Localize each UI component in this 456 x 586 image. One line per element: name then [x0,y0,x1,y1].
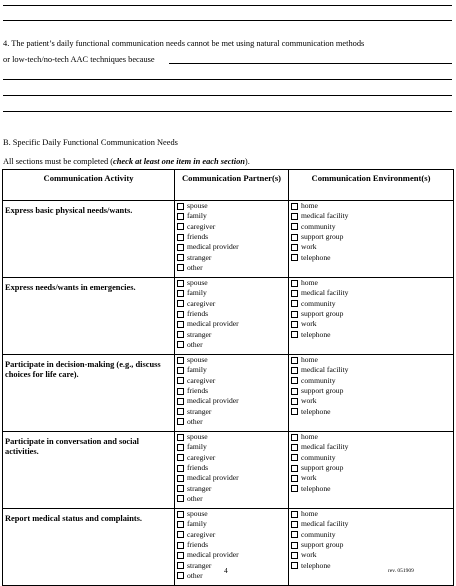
checkbox[interactable] [177,434,184,441]
checkbox[interactable] [291,331,298,338]
partner-option-label: friends [187,232,209,242]
environment-option-label: medical facility [301,288,349,298]
environment-option[interactable] [291,329,453,339]
environment-option-label: telephone [301,406,331,416]
partner-option-label: medical provider [187,319,239,329]
environment-option[interactable] [291,242,453,252]
environment-option-label: telephone [301,483,331,493]
activity-label: Express needs/wants in emergencies. [3,278,175,355]
partner-option-label: caregiver [187,375,216,385]
partner-option[interactable] [177,278,288,288]
partner-option-label: family [187,288,207,298]
table-row [3,509,454,586]
partner-option-label: spouse [187,509,208,519]
environment-option[interactable] [291,406,453,416]
checkbox[interactable] [177,331,184,338]
environment-option-label: work [301,550,317,560]
partner-option-label: spouse [187,355,208,365]
partner-option[interactable] [177,483,288,493]
checkbox[interactable] [177,234,184,241]
environment-option-label: community [301,375,336,385]
partner-option[interactable] [177,550,288,560]
environment-option[interactable] [291,453,453,463]
header-communication-environments: Communication Environment(s) [289,170,454,201]
revision-code: rev. 051909 [388,568,414,574]
environment-option-label: community [301,529,336,539]
environment-option[interactable] [291,365,453,375]
checkbox[interactable] [177,213,184,220]
environment-option[interactable] [291,252,453,262]
checkbox[interactable] [177,531,184,538]
checkbox[interactable] [291,465,298,472]
checkbox[interactable] [291,444,298,451]
partner-option-label: friends [187,463,209,473]
environment-options-cell [289,201,454,278]
environment-option-label: work [301,319,317,329]
checkbox[interactable] [291,223,298,230]
checkbox[interactable] [291,521,298,528]
environment-option[interactable] [291,540,453,550]
environment-option[interactable] [291,396,453,406]
answer-line[interactable] [3,20,452,21]
partner-option-label: caregiver [187,529,216,539]
partner-option[interactable] [177,417,288,427]
partner-option[interactable] [177,442,288,452]
environment-option-label: support group [301,386,344,396]
checkbox[interactable] [291,531,298,538]
partner-option[interactable] [177,386,288,396]
environment-option-label: medical facility [301,442,349,452]
checkbox[interactable] [291,398,298,405]
environment-options-cell [289,509,454,586]
checkbox[interactable] [177,244,184,251]
page-number: 4 [224,566,228,575]
partner-option-label: stranger [187,329,212,339]
communication-needs-table [2,169,454,586]
checkbox[interactable] [177,495,184,502]
checkbox[interactable] [177,521,184,528]
environment-option-label: work [301,396,317,406]
environment-option-label: home [301,201,318,211]
partner-option-label: stranger [187,406,212,416]
environment-option-label: work [301,473,317,483]
checkbox[interactable] [291,213,298,220]
environment-option-label: telephone [301,560,331,570]
checkbox[interactable] [177,341,184,348]
checkbox[interactable] [291,542,298,549]
checkbox[interactable] [291,485,298,492]
checkbox[interactable] [291,408,298,415]
partner-option-label: caregiver [187,452,216,462]
partner-option[interactable] [177,560,288,570]
environment-option-label: medical facility [301,365,349,375]
table-row [3,355,454,432]
environment-option[interactable] [291,288,453,298]
partner-option[interactable] [177,530,288,540]
environment-option[interactable] [291,473,453,483]
checkbox[interactable] [291,321,298,328]
environment-option-label: work [301,242,317,252]
partner-option-label: family [187,519,207,529]
partner-option[interactable] [177,406,288,416]
partner-option[interactable] [177,365,288,375]
environment-option-label: home [301,509,318,519]
partner-option[interactable] [177,201,288,211]
checkbox[interactable] [291,300,298,307]
activity-label: Express basic physical needs/wants. [3,201,175,278]
environment-option-label: community [301,221,336,231]
partner-option[interactable] [177,252,288,262]
environment-option-label: support group [301,540,344,550]
partner-option[interactable] [177,432,288,442]
environment-option-label: community [301,452,336,462]
environment-option-label: medical facility [301,519,349,529]
checkbox[interactable] [291,475,298,482]
environment-options-cell [289,278,454,355]
environment-option[interactable] [291,432,453,442]
table-row [3,278,454,355]
checkbox[interactable] [177,418,184,425]
checkbox[interactable] [291,244,298,251]
checkbox[interactable] [177,465,184,472]
environment-option[interactable] [291,483,453,493]
partner-option[interactable] [177,540,288,550]
partner-option[interactable] [177,519,288,529]
answer-line[interactable] [3,5,452,6]
environment-options-cell [289,355,454,432]
environment-option[interactable] [291,530,453,540]
partner-option-label: family [187,365,207,375]
partner-options-cell [175,278,289,355]
question-4-line-2: or low-tech/no-tech AAC techniques because [3,55,155,64]
checkbox[interactable] [177,552,184,559]
checkbox[interactable] [177,254,184,261]
partner-option-label: family [187,211,207,221]
partner-option-label: stranger [187,483,212,493]
environment-option-label: support group [301,309,344,319]
partner-option-label: friends [187,386,209,396]
partner-option[interactable] [177,453,288,463]
partner-option-label: spouse [187,278,208,288]
environment-option-label: telephone [301,252,331,262]
checkbox[interactable] [291,377,298,384]
checkbox[interactable] [177,562,184,569]
checkbox[interactable] [177,398,184,405]
partner-options-cell [175,432,289,509]
partner-option[interactable] [177,329,288,339]
partner-option-label: other [187,262,203,272]
checkbox[interactable] [291,357,298,364]
answer-line[interactable] [3,79,452,80]
partner-option-label: other [187,570,203,580]
checkbox[interactable] [291,552,298,559]
partner-option[interactable] [177,509,288,519]
environment-option[interactable] [291,222,453,232]
partner-option-label: family [187,442,207,452]
partner-option-label: medical provider [187,396,239,406]
partner-option-label: medical provider [187,473,239,483]
environment-option-label: community [301,298,336,308]
environment-option[interactable] [291,386,453,396]
partner-option[interactable] [177,232,288,242]
checkbox[interactable] [291,367,298,374]
checkbox[interactable] [177,485,184,492]
partner-option-label: other [187,493,203,503]
partner-options-cell [175,201,289,278]
partner-option[interactable] [177,222,288,232]
activity-label: Participate in decision-making (e.g., discuss choices for life care). [3,355,175,432]
environment-option[interactable] [291,299,453,309]
answer-line[interactable] [3,111,452,112]
partner-option-label: spouse [187,432,208,442]
environment-option-label: support group [301,232,344,242]
checkbox[interactable] [291,280,298,287]
environment-option[interactable] [291,309,453,319]
checkbox[interactable] [177,300,184,307]
checkbox[interactable] [177,377,184,384]
checkbox[interactable] [291,203,298,210]
partner-option-label: other [187,416,203,426]
activity-label: Report medical status and complaints. [3,509,175,586]
section-b-title: B. Specific Daily Functional Communication Needs [3,138,178,147]
checkbox[interactable] [291,562,298,569]
checkbox[interactable] [177,475,184,482]
header-communication-activity: Communication Activity [3,170,175,201]
environment-option[interactable] [291,201,453,211]
partner-option[interactable] [177,263,288,273]
partner-option-label: caregiver [187,298,216,308]
checkbox[interactable] [177,511,184,518]
checkbox[interactable] [177,223,184,230]
checkbox[interactable] [177,408,184,415]
partner-option[interactable] [177,340,288,350]
environment-option[interactable] [291,550,453,560]
partner-option-label: spouse [187,201,208,211]
environment-option-label: home [301,432,318,442]
partner-option[interactable] [177,211,288,221]
environment-option[interactable] [291,463,453,473]
environment-option-label: support group [301,463,344,473]
checkbox[interactable] [177,357,184,364]
partner-options-cell [175,355,289,432]
question-4-line-1: 4. The patient’s daily functional communication needs cannot be met using natural communication methods [3,39,365,48]
table-row [3,432,454,509]
checkbox[interactable] [177,454,184,461]
partner-option-label: friends [187,540,209,550]
checkbox[interactable] [291,254,298,261]
checkbox[interactable] [291,434,298,441]
partner-option-label: medical provider [187,550,239,560]
partner-option[interactable] [177,309,288,319]
environment-option[interactable] [291,509,453,519]
environment-option-label: home [301,278,318,288]
checkbox[interactable] [177,321,184,328]
partner-option[interactable] [177,494,288,504]
section-b-note: All sections must be completed (check at least one item in each section). [3,157,250,166]
checkbox[interactable] [177,367,184,374]
environment-option-label: home [301,355,318,365]
environment-options-cell [289,432,454,509]
environment-option[interactable] [291,232,453,242]
checkbox[interactable] [177,311,184,318]
partner-option-label: stranger [187,560,212,570]
partner-option-label: stranger [187,252,212,262]
checkbox[interactable] [291,511,298,518]
partner-option[interactable] [177,242,288,252]
checkbox[interactable] [291,234,298,241]
environment-option[interactable] [291,560,453,570]
partner-option[interactable] [177,463,288,473]
partner-option[interactable] [177,299,288,309]
partner-option[interactable] [177,396,288,406]
checkbox[interactable] [177,264,184,271]
checkbox[interactable] [177,203,184,210]
partner-option[interactable] [177,473,288,483]
environment-option-label: telephone [301,329,331,339]
checkbox[interactable] [291,311,298,318]
checkbox[interactable] [291,290,298,297]
table-row [3,201,454,278]
checkbox[interactable] [177,444,184,451]
checkbox[interactable] [177,542,184,549]
checkbox[interactable] [291,454,298,461]
environment-option[interactable] [291,319,453,329]
partner-option[interactable] [177,288,288,298]
question-4-answer-line[interactable] [169,63,452,64]
partner-option-label: caregiver [187,221,216,231]
header-communication-partners: Communication Partner(s) [175,170,289,201]
checkbox[interactable] [177,290,184,297]
environment-option-label: medical facility [301,211,349,221]
activity-label: Participate in conversation and social activities. [3,432,175,509]
partner-option-label: other [187,339,203,349]
environment-option[interactable] [291,278,453,288]
environment-option[interactable] [291,519,453,529]
partner-option[interactable] [177,319,288,329]
answer-line[interactable] [3,95,452,96]
environment-option[interactable] [291,442,453,452]
environment-option[interactable] [291,211,453,221]
checkbox[interactable] [291,388,298,395]
partner-option[interactable] [177,376,288,386]
checkbox[interactable] [177,388,184,395]
environment-option[interactable] [291,355,453,365]
environment-option[interactable] [291,376,453,386]
checkbox[interactable] [177,280,184,287]
partner-option-label: friends [187,309,209,319]
partner-option[interactable] [177,355,288,365]
partner-options-cell [175,509,289,586]
partner-option-label: medical provider [187,242,239,252]
